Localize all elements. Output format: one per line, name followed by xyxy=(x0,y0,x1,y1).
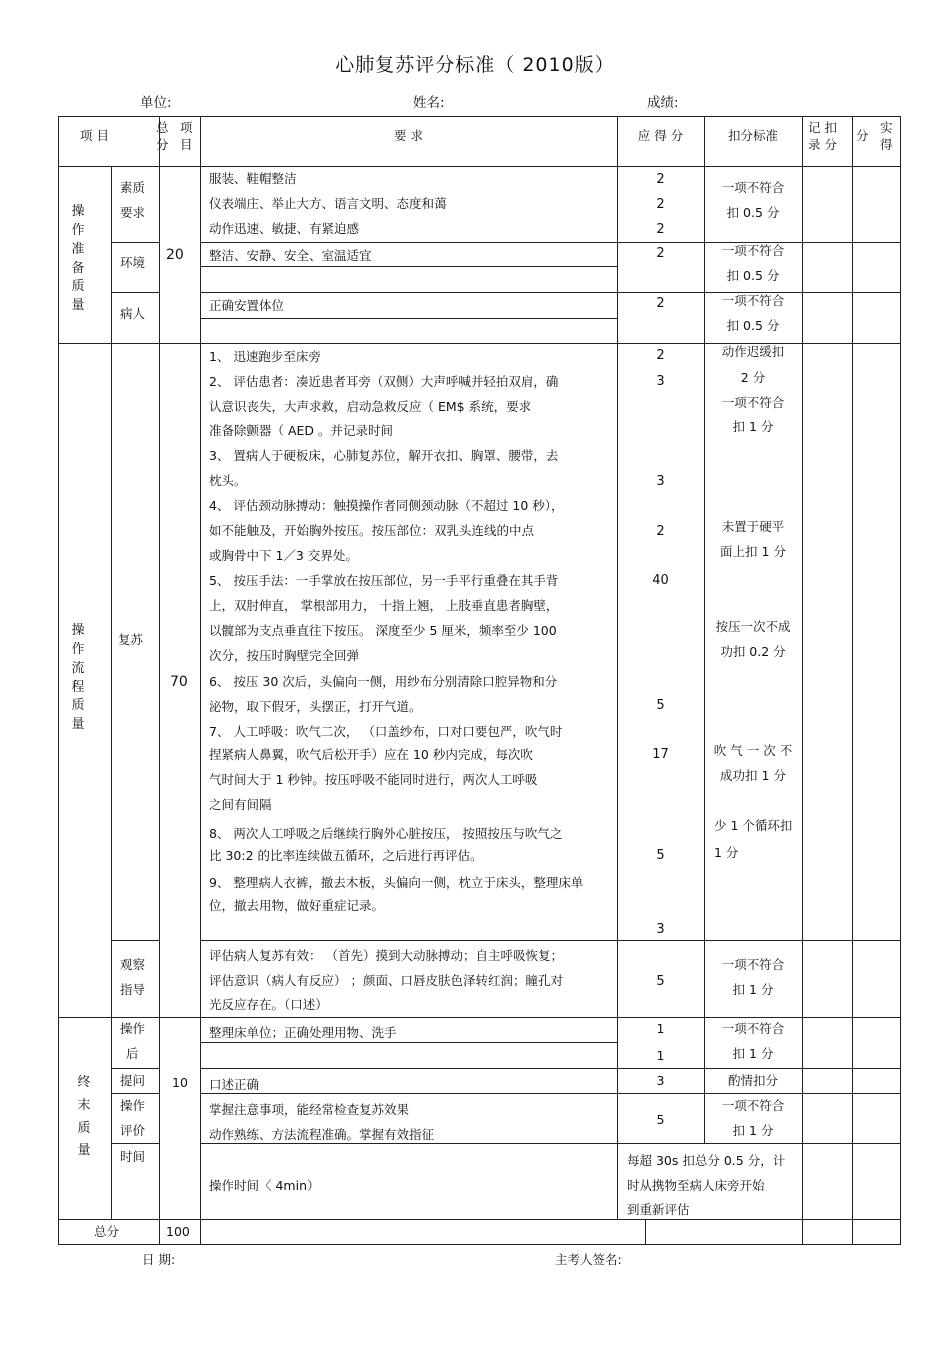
cpr-line: 9、 整理病人衣裤，撤去木板，头偏向一侧，枕立于床头，整理床单 xyxy=(209,875,584,890)
obs-item-2: 指导 xyxy=(120,982,146,997)
cpr-std: 成功扣 1 分 xyxy=(720,768,786,783)
col-actual-b: 得 xyxy=(880,137,893,152)
time-req: 操作时间〈 4min） xyxy=(209,1178,320,1193)
prep-patient-item: 病人 xyxy=(120,306,146,321)
cpr-pts: 2 xyxy=(656,348,665,363)
after-req: 整理床单位；正确处理用物、洗手 xyxy=(209,1025,397,1040)
col-item: 项 目 xyxy=(80,128,109,143)
eval-std-2: 扣 1 分 xyxy=(732,1123,774,1138)
total-value: 100 xyxy=(166,1224,190,1239)
col-deduct-std: 扣分标准 xyxy=(727,128,778,143)
cpr-std: 少 1 个循环扣 xyxy=(714,818,793,833)
prep-appearance-pts-1: 2 xyxy=(656,172,665,187)
eval-item-2: 评价 xyxy=(120,1123,146,1138)
cpr-line: 之间有间隔 xyxy=(209,797,272,812)
process-total: 70 xyxy=(170,674,188,690)
total-label: 总分 xyxy=(94,1224,120,1239)
cpr-line: 上，双肘伸直， 掌根部用力， 十指上翘， 上肢垂直患者胸壁， xyxy=(209,598,559,613)
prep-total: 20 xyxy=(166,247,184,263)
after-std-2: 扣 1 分 xyxy=(732,1046,774,1061)
prep-appearance-item-1: 素质 xyxy=(120,180,146,195)
cpr-line: 气时间大于 1 秒钟。按压呼吸不能同时进行，两次人工呼吸 xyxy=(209,772,538,787)
prep-appearance-req-2: 仪表端庄、举止大方、语言文明、态度和蔼 xyxy=(209,196,447,211)
cpr-pts: 40 xyxy=(652,573,669,588)
col-record-a: 记 扣 xyxy=(808,120,837,135)
cpr-line: 次分，按压时胸壁完全回弹 xyxy=(209,648,360,663)
col-total-a: 总 xyxy=(156,120,169,135)
after-pts-2: 1 xyxy=(656,1048,665,1063)
cpr-line: 3、 置病人于硬板床，心肺复苏位，解开衣扣、胸罩、腰带，去 xyxy=(209,448,559,463)
cpr-line: 捏紧病人鼻翼，吹气后松开手）应在 10 秒内完成，每次吹 xyxy=(209,747,533,762)
cpr-pts: 3 xyxy=(656,474,665,489)
section-prep-label: 操 作 准 备 质 量 xyxy=(71,204,85,314)
cpr-line: 5、 按压手法：一手掌放在按压部位，另一手平行重叠在其手背 xyxy=(209,573,559,588)
cpr-std: 未置于硬平 xyxy=(721,519,785,534)
eval-pts: 5 xyxy=(656,1112,665,1127)
cpr-line: 7、 人工呼吸：吹气二次， （口盖纱布，口对口要包严，吹气时 xyxy=(209,724,563,739)
prep-env-std-2: 扣 0.5 分 xyxy=(726,268,780,283)
eval-item-1: 操作 xyxy=(120,1098,146,1113)
prep-appearance-req-3: 动作迅速、敏捷、有紧迫感 xyxy=(209,221,360,236)
obs-req-3: 光反应存在。（口述） xyxy=(209,997,328,1012)
cpr-std: 2 分 xyxy=(740,370,766,385)
col-sub-b: 目 xyxy=(180,137,193,152)
col-points: 应 得 分 xyxy=(637,128,684,143)
cpr-line: 枕头。 xyxy=(209,473,247,488)
after-pts-1: 1 xyxy=(656,1021,665,1036)
prep-patient-std-2: 扣 0.5 分 xyxy=(726,318,780,333)
cpr-pts: 5 xyxy=(656,698,665,713)
prep-env-req: 整洁、安静、安全、室温适宜 xyxy=(209,248,372,263)
ask-pts: 3 xyxy=(656,1073,665,1088)
col-sub-a: 项 xyxy=(180,120,193,135)
score-label: 成绩: xyxy=(647,95,679,111)
col-requirement: 要 求 xyxy=(394,128,423,143)
cpr-line: 如不能触及，开始胸外按压。按压部位：双乳头连线的中点 xyxy=(209,523,535,538)
obs-pts: 5 xyxy=(656,974,665,989)
prep-appearance-pts-2: 2 xyxy=(656,197,665,212)
cpr-line: 8、 两次人工呼吸之后继续行胸外心脏按压， 按照按压与吹气之 xyxy=(209,826,563,841)
obs-std-2: 扣 1 分 xyxy=(732,982,774,997)
prep-appearance-pts-3: 2 xyxy=(656,222,665,237)
time-item: 时间 xyxy=(120,1149,146,1164)
obs-req-2: 评估意识（病人有反应） ；颜面、口唇皮肤色泽转红润；瞳孔对 xyxy=(209,973,563,988)
cpr-std: 吹 气 一 次 不 xyxy=(713,743,793,758)
prep-appearance-std-2: 扣 0.5 分 xyxy=(726,205,780,220)
col-score-mid: 分 xyxy=(856,128,869,143)
final-total: 10 xyxy=(172,1075,188,1090)
ask-item: 提问 xyxy=(120,1073,146,1088)
cpr-line: 以髋部为支点垂直往下按压。 深度至少 5 厘米，频率至少 100 xyxy=(209,623,557,638)
obs-std-1: 一项不符合 xyxy=(721,957,785,972)
time-std-3: 到重新评估 xyxy=(627,1202,690,1217)
ask-req: 口述正确 xyxy=(209,1077,260,1092)
date-label: 日 期: xyxy=(142,1252,176,1267)
cpr-std: 扣 1 分 xyxy=(732,419,774,434)
examiner-label: 主考人签名: xyxy=(555,1252,622,1267)
col-total-b: 分 xyxy=(156,137,169,152)
cpr-line: 位，撤去用物，做好重症记录。 xyxy=(209,898,385,913)
cpr-pts: 3 xyxy=(656,374,665,389)
cpr-pts: 5 xyxy=(656,848,665,863)
prep-patient-pts: 2 xyxy=(656,296,665,311)
cpr-std: 一项不符合 xyxy=(721,395,785,410)
prep-appearance-req-1: 服装、鞋帽整洁 xyxy=(209,171,297,186)
cpr-line: 认意识丧失，大声求救，启动急救反应（ EM$ 系统，要求 xyxy=(209,399,532,414)
cpr-std: 动作迟缓扣 xyxy=(721,344,785,359)
eval-req-2: 动作熟练、方法流程准确。掌握有效指征 xyxy=(209,1127,435,1142)
cpr-pts: 2 xyxy=(656,524,665,539)
cpr-std: 按压一次不成 xyxy=(715,619,791,634)
obs-req-1: 评估病人复苏有效： （首先）摸到大动脉搏动；自主呼吸恢复； xyxy=(209,948,563,963)
prep-patient-req: 正确安置体位 xyxy=(209,298,285,313)
page-title: 心肺复苏评分标准（ 2010版） xyxy=(335,54,615,76)
eval-std-1: 一项不符合 xyxy=(721,1098,785,1113)
prep-appearance-item-2: 要求 xyxy=(120,205,146,220)
cpr-line: 准备除颤器（ AED 。并记录时间 xyxy=(209,423,394,438)
after-std-1: 一项不符合 xyxy=(721,1021,785,1036)
ask-std: 酌情扣分 xyxy=(727,1073,778,1088)
cpr-pts: 3 xyxy=(656,922,665,937)
cpr-line: 1、 迅速跑步至床旁 xyxy=(209,349,321,364)
eval-req-1: 掌握注意事项，能经常检查复苏效果 xyxy=(209,1102,410,1117)
cpr-line: 泌物，取下假牙，头摆正，打开气道。 xyxy=(209,699,422,714)
cpr-std: 功扣 0.2 分 xyxy=(720,644,786,659)
cpr-line: 6、 按压 30 次后，头偏向一侧，用纱布分别清除口腔异物和分 xyxy=(209,674,558,689)
cpr-pts: 17 xyxy=(652,747,669,762)
prep-env-std-1: 一项不符合 xyxy=(721,243,785,258)
prep-appearance-std-1: 一项不符合 xyxy=(721,180,785,195)
name-label: 姓名: xyxy=(413,95,445,111)
time-std-2: 时从携物至病人床旁开始 xyxy=(627,1178,765,1193)
obs-item-1: 观察 xyxy=(120,957,146,972)
process-cpr-item: 复苏 xyxy=(118,632,144,647)
after-item-1: 操作 xyxy=(120,1021,146,1036)
cpr-std: 1 分 xyxy=(714,845,739,860)
cpr-line: 4、 评估颈动脉搏动：触摸操作者同侧颈动脉（不超过 10 秒）， xyxy=(209,498,564,513)
cpr-line: 2、 评估患者：凑近患者耳旁（双侧）大声呼喊并轻拍双肩，确 xyxy=(209,374,559,389)
time-std-1: 每超 30s 扣总分 0.5 分，计 xyxy=(627,1153,786,1168)
prep-patient-std-1: 一项不符合 xyxy=(721,293,785,308)
prep-env-pts: 2 xyxy=(656,246,665,261)
col-actual-a: 实 xyxy=(880,120,893,135)
prep-env-item: 环境 xyxy=(120,255,146,270)
col-record-b: 录 分 xyxy=(808,137,837,152)
cpr-line: 比 30:2 的比率连续做五循环，之后进行再评估。 xyxy=(209,848,483,863)
cpr-std: 面上扣 1 分 xyxy=(720,544,786,559)
unit-label: 单位: xyxy=(140,95,172,111)
section-final-label: 终 末 质 量 xyxy=(77,1075,91,1159)
cpr-line: 或胸骨中下 1／3 交界处。 xyxy=(209,548,358,563)
section-process-label: 操 作 流 程 质 量 xyxy=(71,623,85,733)
after-item-2: 后 xyxy=(126,1046,139,1061)
